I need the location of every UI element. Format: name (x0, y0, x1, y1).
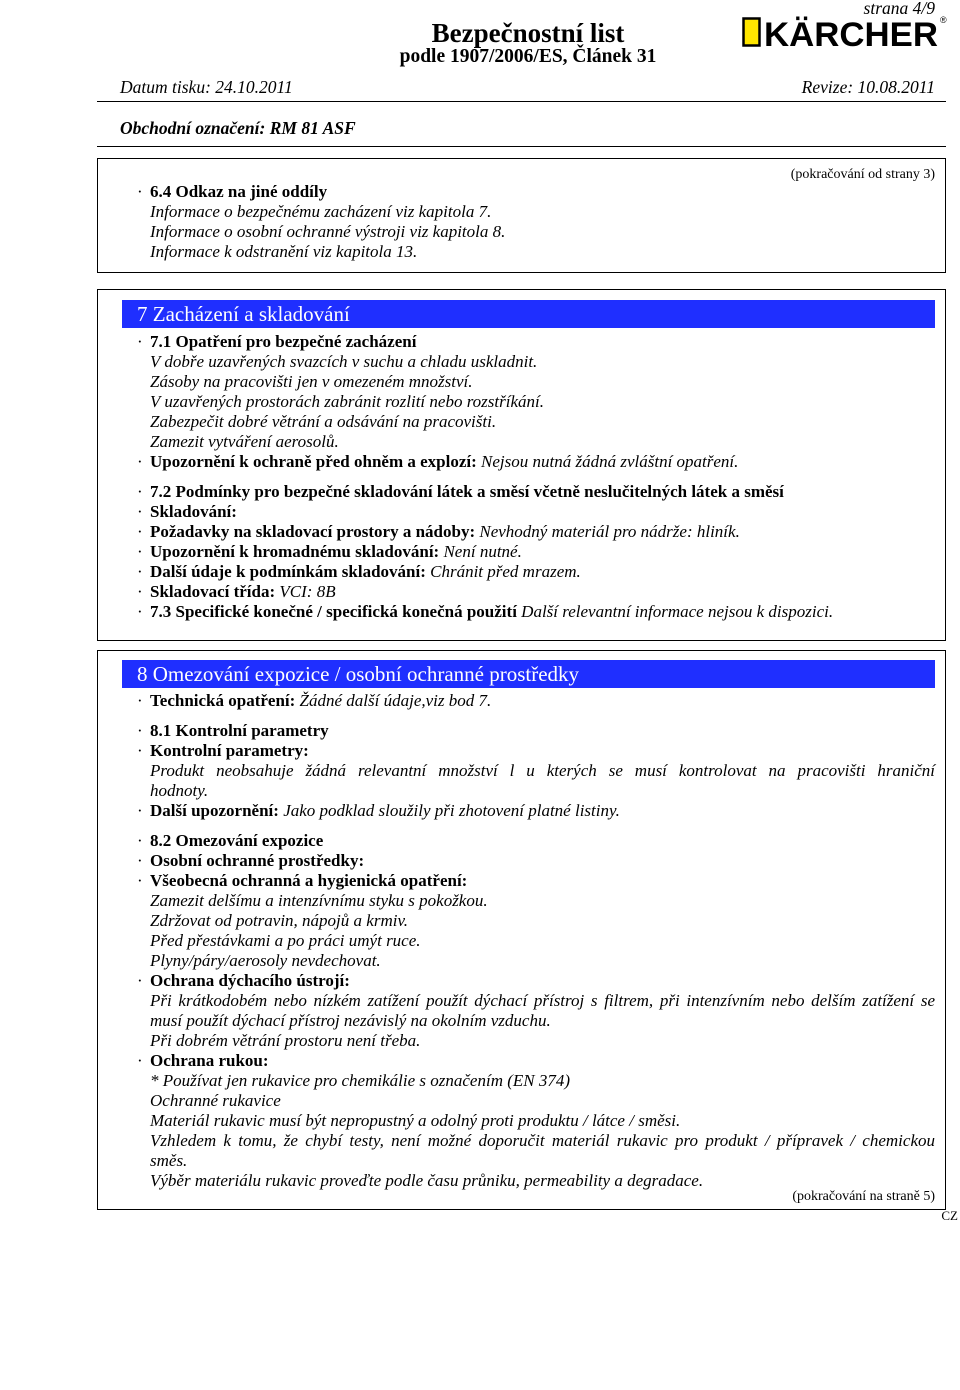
bullet: · (137, 502, 143, 521)
handling-line: V dobře uzavřených svazcích v suchu a chladu uskladnit. (150, 352, 538, 371)
further-notes-item (137, 801, 935, 821)
bullet: · (137, 871, 143, 890)
bullet: · (137, 482, 143, 501)
karcher-logo (742, 13, 950, 53)
bullet: · (137, 741, 143, 760)
hygiene-line: Plyny/páry/aerosoly nevdechovat. (150, 951, 381, 970)
fire-protection-item (137, 452, 935, 472)
section-6-continuation-box (97, 158, 946, 273)
item-value: Jako podklad sloužily při zhotovení platné listiny. (283, 801, 620, 820)
storage-item (137, 522, 935, 542)
hand-protection-line: * Používat jen rukavice pro chemikálie s označením (EN 374) (150, 1071, 571, 1090)
subsection-heading-text: 8.1 Kontrolní parametry (150, 721, 329, 740)
respiratory-line: Při krátkodobém nebo nízkém zatížení použít dýchací přístroj s filtrem, při intenzívním nebo delším zatížení se (150, 991, 935, 1010)
item-value: Nevhodný materiál pro nádrže: hliník. (479, 522, 740, 541)
storage-item (137, 562, 935, 582)
revision-date: Revize: 10.08.2011 (801, 77, 935, 97)
item-label: Technická opatření: (150, 691, 296, 710)
header-divider (97, 101, 946, 102)
hygiene-line: Před přestávkami a po práci umýt ruce. (150, 931, 421, 950)
bullet: · (137, 1051, 143, 1070)
section-6-line: Informace o bezpečnému zacházení viz kapitola 7. (150, 202, 492, 221)
section-8-title: 8 Omezování expozice / osobní ochranné prostředky (122, 660, 935, 688)
page-number: strana 4/9 (863, 0, 935, 18)
control-parameters-text: hodnoty. (150, 781, 209, 800)
logo-registered-mark: ® (940, 15, 947, 25)
item-label: Ochrana rukou: (150, 1051, 269, 1070)
trade-name: Obchodní označení: RM 81 ASF (120, 118, 356, 138)
handling-line: Zamezit vytváření aerosolů. (150, 432, 339, 451)
continued-on-note: (pokračování na straně 5) (792, 1189, 935, 1204)
bullet: · (137, 971, 143, 990)
document-title: Bezpečnostní list (431, 18, 625, 48)
bullet: · (137, 602, 143, 621)
item-label: Skladování: (150, 502, 237, 521)
item-label: Upozornění k hromadnému skladování: (150, 542, 440, 561)
subsection-8-2-heading (137, 831, 935, 851)
bullet: · (137, 801, 143, 820)
item-label: Další údaje k podmínkám skladování: (150, 562, 426, 581)
hand-protection-line: Materiál rukavic musí být nepropustný a odolný proti produktu / látce / směsi. (150, 1111, 681, 1130)
hygiene-line: Zdržovat od potravin, nápojů a krmiv. (150, 911, 408, 930)
hygiene-label (137, 871, 935, 891)
item-label: Skladovací třída: (150, 582, 276, 601)
handling-line: Zásoby na pracovišti jen v omezeném množství. (150, 372, 473, 391)
section-6-4-content (137, 182, 935, 262)
subsection-6-4-heading (137, 182, 935, 202)
subsection-8-1-heading (137, 721, 935, 741)
document-subtitle: podle 1907/2006/ES, Článek 31 (399, 46, 657, 67)
section-7-box (97, 289, 946, 641)
logo-square-icon (744, 19, 760, 46)
bullet: · (137, 522, 143, 541)
section-7-content (137, 332, 935, 622)
storage-label (137, 502, 935, 522)
item-value: Žádné další údaje,viz bod 7. (299, 691, 492, 710)
section-6-line: Informace k odstranění viz kapitola 13. (150, 242, 418, 261)
hand-protection-line: Vzhledem k tomu, že chybí testy, není možné doporučit materiál rukavic pro produkt / přípravek / chemickou (150, 1131, 935, 1150)
respiratory-line: Při dobrém větrání prostoru není třeba. (150, 1031, 421, 1050)
trade-name-divider (97, 146, 946, 147)
item-label: Kontrolní parametry: (150, 741, 309, 760)
storage-item (137, 542, 935, 562)
bullet: · (137, 582, 143, 601)
control-parameters-text: Produkt neobsahuje žádná relevantní množství l u kterých se musí kontrolovat na pracovišti hraniční (150, 761, 935, 780)
bullet: · (137, 721, 143, 740)
subsection-heading-text: 7.2 Podmínky pro bezpečné skladování látek a směsí včetně neslučitelných látek a směsí (150, 482, 784, 501)
handling-line: V uzavřených prostorách zabránit rozlití nebo rozstříkání. (150, 392, 544, 411)
section-6-line: Informace o osobní ochranné výstroji viz kapitola 8. (150, 222, 506, 241)
subsection-7-3-item (137, 602, 935, 622)
item-label: Všeobecná ochranná a hygienická opatření: (150, 871, 468, 890)
bullet: · (137, 562, 143, 581)
section-8-content (137, 691, 935, 1191)
bullet: · (137, 182, 143, 201)
subsection-heading-text: 6.4 Odkaz na jiné oddíly (150, 182, 328, 201)
section-7-title: 7 Zacházení a skladování (122, 300, 935, 328)
hygiene-line: Zamezit delšímu a intenzívnímu styku s pokožkou. (150, 891, 488, 910)
storage-item (137, 582, 935, 602)
item-label: 7.3 Specifické konečné / specifická konečná použití (150, 602, 517, 621)
spacer (137, 472, 935, 482)
hand-protection-label (137, 1051, 935, 1071)
bullet: · (137, 851, 143, 870)
print-date: Datum tisku: 24.10.2011 (120, 77, 293, 97)
item-value: Další relevantní informace nejsou k dispozici. (521, 602, 834, 621)
item-value: Nejsou nutná žádná zvláštní opatření. (481, 452, 739, 471)
item-label: Osobní ochranné prostředky: (150, 851, 365, 870)
bullet: · (137, 691, 143, 710)
bullet: · (137, 332, 143, 351)
handling-line: Zabezpečit dobré větrání a odsávání na pracovišti. (150, 412, 497, 431)
spacer (137, 711, 935, 721)
item-label: Další upozornění: (150, 801, 279, 820)
continued-from-note: (pokračování od strany 3) (790, 167, 935, 182)
item-value: Chránit před mrazem. (430, 562, 581, 581)
item-label: Požadavky na skladovací prostory a nádoby: (150, 522, 476, 541)
control-parameters-label (137, 741, 935, 761)
bullet: · (137, 542, 143, 561)
hand-protection-line: směs. (150, 1151, 188, 1170)
hand-protection-line: Ochranné rukavice (150, 1091, 281, 1110)
subsection-heading-text: 7.1 Opatření pro bezpečné zacházení (150, 332, 417, 351)
hand-protection-line: Výběr materiálu rukavic proveďte podle času průniku, permeability a degradace. (150, 1171, 704, 1190)
respiratory-label (137, 971, 935, 991)
technical-measures-item (137, 691, 935, 711)
spacer (137, 821, 935, 831)
ppe-label (137, 851, 935, 871)
bullet: · (137, 831, 143, 850)
bullet: · (137, 452, 143, 471)
logo-wordmark: KÄRCHER (764, 16, 938, 53)
item-label: Upozornění k ochraně před ohněm a explozí: (150, 452, 477, 471)
respiratory-line: musí použít dýchací přístroj nezávislý na okolním vzduchu. (150, 1011, 551, 1030)
subsection-7-1-heading (137, 332, 935, 352)
country-code: CZ (941, 1208, 958, 1223)
item-label: Ochrana dýchacího ústrojí: (150, 971, 350, 990)
section-8-box (97, 650, 946, 1210)
item-value: VCI: 8B (279, 582, 336, 601)
subsection-heading-text: 8.2 Omezování expozice (150, 831, 324, 850)
item-value: Není nutné. (443, 542, 522, 561)
subsection-7-2-heading (137, 482, 935, 502)
